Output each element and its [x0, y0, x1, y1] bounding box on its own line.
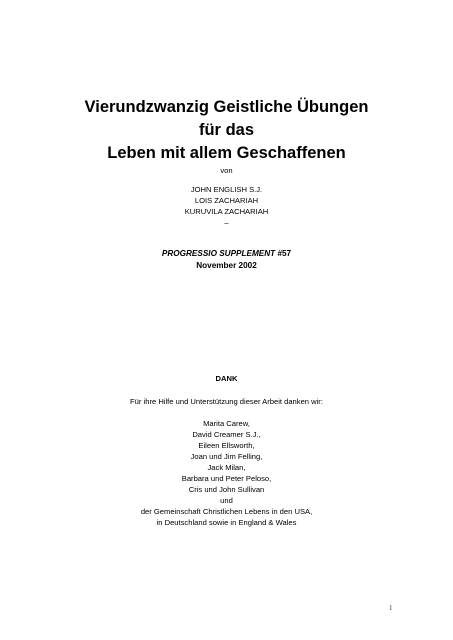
thanked-name: der Gemeinschaft Christlichen Lebens in den USA, [140, 507, 313, 516]
thanked-name: Barbara und Peter Peloso, [181, 474, 272, 483]
author-name: KURUVILA ZACHARIAH [184, 207, 269, 216]
thanked-name: Cris und John Sullivan [188, 485, 265, 494]
title-line: Vierundzwanzig Geistliche Übungen [84, 98, 369, 116]
supplement-date: November 2002 [196, 261, 257, 270]
acknowledgements-intro [0, 396, 453, 407]
title-line: für das [198, 121, 254, 139]
thanked-conjunction: und [220, 496, 233, 505]
byline-von [0, 165, 453, 176]
von-label: von [220, 166, 233, 175]
supplement-series-name: PROGRESSIO SUPPLEMENT [161, 249, 276, 258]
supplement-info [0, 248, 453, 272]
author-separator: – [224, 218, 229, 227]
thanked-name: Joan und Jim Felling, [190, 452, 263, 461]
thanked-name: David Creamer S.J., [192, 430, 261, 439]
author-name: LOIS ZACHARIAH [194, 196, 259, 205]
thanked-name: Jack Milan, [207, 463, 246, 472]
author-list [0, 184, 453, 228]
thanked-name: Marita Carew, [203, 419, 250, 428]
thanked-name: in Deutschland sowie in England & Wales [156, 518, 297, 527]
author-name: JOHN ENGLISH S.J. [190, 185, 263, 194]
supplement-title [0, 248, 453, 260]
acknowledgements-intro-text: Für ihre Hilfe und Unterstützung dieser Arbeit danken wir: [130, 397, 323, 406]
document-title [0, 96, 453, 165]
thanked-name: Eileen Ellsworth, [198, 441, 255, 450]
title-line: Leben mit allem Geschaffenen [107, 144, 346, 162]
page-number: 1 [389, 604, 393, 612]
acknowledgements-names [0, 418, 453, 528]
acknowledgements-heading: DANK [215, 374, 238, 383]
supplement-number: #57 [275, 249, 292, 258]
